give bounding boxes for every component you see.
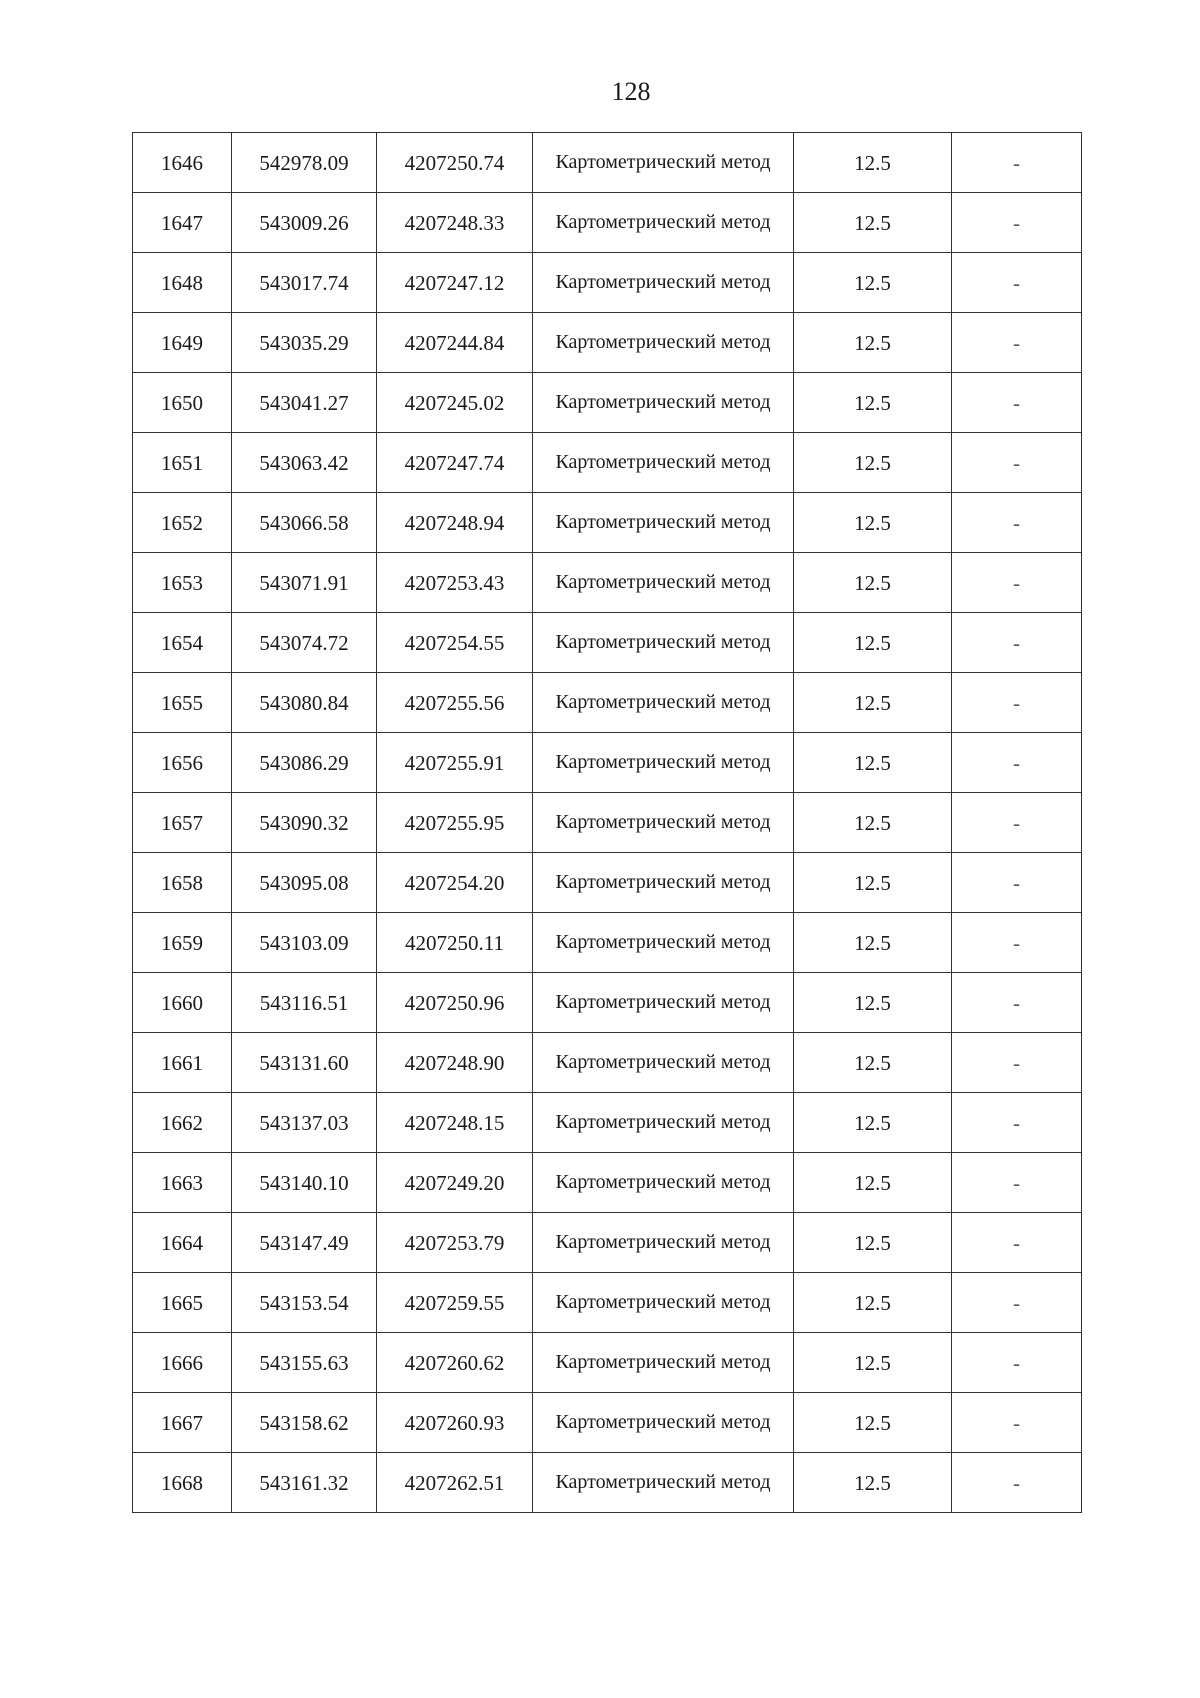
table-row bbox=[133, 1453, 1082, 1513]
accuracy-cell: 12.5 bbox=[794, 853, 952, 913]
x-coordinate-cell: 543131.60 bbox=[232, 1033, 377, 1093]
x-coordinate-cell: 543009.26 bbox=[232, 193, 377, 253]
accuracy-cell: 12.5 bbox=[794, 613, 952, 673]
table-row bbox=[133, 133, 1082, 193]
method-cell: Картометрический метод bbox=[533, 1453, 794, 1513]
description-cell: - bbox=[952, 673, 1082, 733]
accuracy-cell: 12.5 bbox=[794, 1333, 952, 1393]
method-cell: Картометрический метод bbox=[533, 613, 794, 673]
table-row bbox=[133, 853, 1082, 913]
y-coordinate-cell: 4207248.90 bbox=[377, 1033, 533, 1093]
x-coordinate-cell: 543137.03 bbox=[232, 1093, 377, 1153]
accuracy-cell: 12.5 bbox=[794, 1033, 952, 1093]
table-row bbox=[133, 373, 1082, 433]
method-cell: Картометрический метод bbox=[533, 553, 794, 613]
point-number-cell: 1648 bbox=[133, 253, 232, 313]
method-cell: Картометрический метод bbox=[533, 973, 794, 1033]
y-coordinate-cell: 4207247.74 bbox=[377, 433, 533, 493]
accuracy-cell: 12.5 bbox=[794, 913, 952, 973]
description-cell: - bbox=[952, 493, 1082, 553]
description-cell: - bbox=[952, 1453, 1082, 1513]
method-cell: Картометрический метод bbox=[533, 1153, 794, 1213]
table-row bbox=[133, 493, 1082, 553]
table-row bbox=[133, 673, 1082, 733]
y-coordinate-cell: 4207248.15 bbox=[377, 1093, 533, 1153]
point-number-cell: 1651 bbox=[133, 433, 232, 493]
method-cell: Картометрический метод bbox=[533, 1393, 794, 1453]
description-cell: - bbox=[952, 433, 1082, 493]
table-row bbox=[133, 193, 1082, 253]
point-number-cell: 1657 bbox=[133, 793, 232, 853]
table-row bbox=[133, 253, 1082, 313]
x-coordinate-cell: 543090.32 bbox=[232, 793, 377, 853]
description-cell: - bbox=[952, 613, 1082, 673]
y-coordinate-cell: 4207254.20 bbox=[377, 853, 533, 913]
y-coordinate-cell: 4207250.96 bbox=[377, 973, 533, 1033]
table-row bbox=[133, 793, 1082, 853]
description-cell: - bbox=[952, 1153, 1082, 1213]
table-row bbox=[133, 913, 1082, 973]
accuracy-cell: 12.5 bbox=[794, 193, 952, 253]
x-coordinate-cell: 543074.72 bbox=[232, 613, 377, 673]
x-coordinate-cell: 543153.54 bbox=[232, 1273, 377, 1333]
y-coordinate-cell: 4207244.84 bbox=[377, 313, 533, 373]
description-cell: - bbox=[952, 793, 1082, 853]
method-cell: Картометрический метод bbox=[533, 1093, 794, 1153]
accuracy-cell: 12.5 bbox=[794, 373, 952, 433]
y-coordinate-cell: 4207260.62 bbox=[377, 1333, 533, 1393]
description-cell: - bbox=[952, 193, 1082, 253]
y-coordinate-cell: 4207250.74 bbox=[377, 133, 533, 193]
accuracy-cell: 12.5 bbox=[794, 1273, 952, 1333]
accuracy-cell: 12.5 bbox=[794, 1213, 952, 1273]
x-coordinate-cell: 543017.74 bbox=[232, 253, 377, 313]
y-coordinate-cell: 4207248.94 bbox=[377, 493, 533, 553]
table-row bbox=[133, 313, 1082, 373]
x-coordinate-cell: 543161.32 bbox=[232, 1453, 377, 1513]
point-number-cell: 1668 bbox=[133, 1453, 232, 1513]
description-cell: - bbox=[952, 313, 1082, 373]
accuracy-cell: 12.5 bbox=[794, 1453, 952, 1513]
point-number-cell: 1667 bbox=[133, 1393, 232, 1453]
method-cell: Картометрический метод bbox=[533, 793, 794, 853]
accuracy-cell: 12.5 bbox=[794, 1393, 952, 1453]
point-number-cell: 1659 bbox=[133, 913, 232, 973]
table-row bbox=[133, 733, 1082, 793]
y-coordinate-cell: 4207255.91 bbox=[377, 733, 533, 793]
point-number-cell: 1662 bbox=[133, 1093, 232, 1153]
x-coordinate-cell: 543080.84 bbox=[232, 673, 377, 733]
description-cell: - bbox=[952, 1093, 1082, 1153]
accuracy-cell: 12.5 bbox=[794, 493, 952, 553]
y-coordinate-cell: 4207255.95 bbox=[377, 793, 533, 853]
description-cell: - bbox=[952, 733, 1082, 793]
page-number: 128 bbox=[611, 77, 651, 106]
description-cell: - bbox=[952, 1393, 1082, 1453]
point-number-cell: 1666 bbox=[133, 1333, 232, 1393]
x-coordinate-cell: 543103.09 bbox=[232, 913, 377, 973]
table-row bbox=[133, 553, 1082, 613]
y-coordinate-cell: 4207260.93 bbox=[377, 1393, 533, 1453]
y-coordinate-cell: 4207262.51 bbox=[377, 1453, 533, 1513]
accuracy-cell: 12.5 bbox=[794, 253, 952, 313]
table-row bbox=[133, 1153, 1082, 1213]
coordinates-table-body bbox=[133, 133, 1082, 1513]
method-cell: Картометрический метод bbox=[533, 673, 794, 733]
coordinates-table bbox=[132, 132, 1082, 1513]
y-coordinate-cell: 4207249.20 bbox=[377, 1153, 533, 1213]
accuracy-cell: 12.5 bbox=[794, 553, 952, 613]
method-cell: Картометрический метод bbox=[533, 133, 794, 193]
x-coordinate-cell: 543071.91 bbox=[232, 553, 377, 613]
x-coordinate-cell: 543035.29 bbox=[232, 313, 377, 373]
accuracy-cell: 12.5 bbox=[794, 973, 952, 1033]
x-coordinate-cell: 543086.29 bbox=[232, 733, 377, 793]
x-coordinate-cell: 543095.08 bbox=[232, 853, 377, 913]
method-cell: Картометрический метод bbox=[533, 1033, 794, 1093]
x-coordinate-cell: 543158.62 bbox=[232, 1393, 377, 1453]
y-coordinate-cell: 4207250.11 bbox=[377, 913, 533, 973]
method-cell: Картометрический метод bbox=[533, 193, 794, 253]
point-number-cell: 1656 bbox=[133, 733, 232, 793]
description-cell: - bbox=[952, 373, 1082, 433]
x-coordinate-cell: 543147.49 bbox=[232, 1213, 377, 1273]
description-cell: - bbox=[952, 1033, 1082, 1093]
accuracy-cell: 12.5 bbox=[794, 733, 952, 793]
description-cell: - bbox=[952, 853, 1082, 913]
x-coordinate-cell: 543041.27 bbox=[232, 373, 377, 433]
point-number-cell: 1649 bbox=[133, 313, 232, 373]
table-row bbox=[133, 973, 1082, 1033]
x-coordinate-cell: 542978.09 bbox=[232, 133, 377, 193]
description-cell: - bbox=[952, 913, 1082, 973]
description-cell: - bbox=[952, 133, 1082, 193]
point-number-cell: 1661 bbox=[133, 1033, 232, 1093]
point-number-cell: 1658 bbox=[133, 853, 232, 913]
description-cell: - bbox=[952, 1333, 1082, 1393]
x-coordinate-cell: 543140.10 bbox=[232, 1153, 377, 1213]
point-number-cell: 1650 bbox=[133, 373, 232, 433]
table-row bbox=[133, 1273, 1082, 1333]
accuracy-cell: 12.5 bbox=[794, 1093, 952, 1153]
method-cell: Картометрический метод bbox=[533, 253, 794, 313]
description-cell: - bbox=[952, 1273, 1082, 1333]
table-row bbox=[133, 1093, 1082, 1153]
point-number-cell: 1664 bbox=[133, 1213, 232, 1273]
method-cell: Картометрический метод bbox=[533, 1213, 794, 1273]
table-row bbox=[133, 1213, 1082, 1273]
method-cell: Картометрический метод bbox=[533, 433, 794, 493]
y-coordinate-cell: 4207248.33 bbox=[377, 193, 533, 253]
method-cell: Картометрический метод bbox=[533, 913, 794, 973]
accuracy-cell: 12.5 bbox=[794, 313, 952, 373]
table-row bbox=[133, 613, 1082, 673]
accuracy-cell: 12.5 bbox=[794, 793, 952, 853]
point-number-cell: 1654 bbox=[133, 613, 232, 673]
table-row bbox=[133, 1393, 1082, 1453]
accuracy-cell: 12.5 bbox=[794, 673, 952, 733]
table-row bbox=[133, 433, 1082, 493]
point-number-cell: 1655 bbox=[133, 673, 232, 733]
accuracy-cell: 12.5 bbox=[794, 133, 952, 193]
x-coordinate-cell: 543116.51 bbox=[232, 973, 377, 1033]
method-cell: Картометрический метод bbox=[533, 493, 794, 553]
point-number-cell: 1652 bbox=[133, 493, 232, 553]
point-number-cell: 1646 bbox=[133, 133, 232, 193]
y-coordinate-cell: 4207254.55 bbox=[377, 613, 533, 673]
method-cell: Картометрический метод bbox=[533, 853, 794, 913]
y-coordinate-cell: 4207245.02 bbox=[377, 373, 533, 433]
x-coordinate-cell: 543155.63 bbox=[232, 1333, 377, 1393]
description-cell: - bbox=[952, 1213, 1082, 1273]
y-coordinate-cell: 4207255.56 bbox=[377, 673, 533, 733]
y-coordinate-cell: 4207247.12 bbox=[377, 253, 533, 313]
method-cell: Картометрический метод bbox=[533, 1273, 794, 1333]
point-number-cell: 1660 bbox=[133, 973, 232, 1033]
x-coordinate-cell: 543066.58 bbox=[232, 493, 377, 553]
x-coordinate-cell: 543063.42 bbox=[232, 433, 377, 493]
point-number-cell: 1653 bbox=[133, 553, 232, 613]
accuracy-cell: 12.5 bbox=[794, 433, 952, 493]
table-row bbox=[133, 1033, 1082, 1093]
table-row bbox=[133, 1333, 1082, 1393]
method-cell: Картометрический метод bbox=[533, 373, 794, 433]
method-cell: Картометрический метод bbox=[533, 733, 794, 793]
description-cell: - bbox=[952, 553, 1082, 613]
method-cell: Картометрический метод bbox=[533, 1333, 794, 1393]
accuracy-cell: 12.5 bbox=[794, 1153, 952, 1213]
y-coordinate-cell: 4207259.55 bbox=[377, 1273, 533, 1333]
description-cell: - bbox=[952, 973, 1082, 1033]
y-coordinate-cell: 4207253.43 bbox=[377, 553, 533, 613]
method-cell: Картометрический метод bbox=[533, 313, 794, 373]
point-number-cell: 1665 bbox=[133, 1273, 232, 1333]
point-number-cell: 1647 bbox=[133, 193, 232, 253]
point-number-cell: 1663 bbox=[133, 1153, 232, 1213]
description-cell: - bbox=[952, 253, 1082, 313]
y-coordinate-cell: 4207253.79 bbox=[377, 1213, 533, 1273]
